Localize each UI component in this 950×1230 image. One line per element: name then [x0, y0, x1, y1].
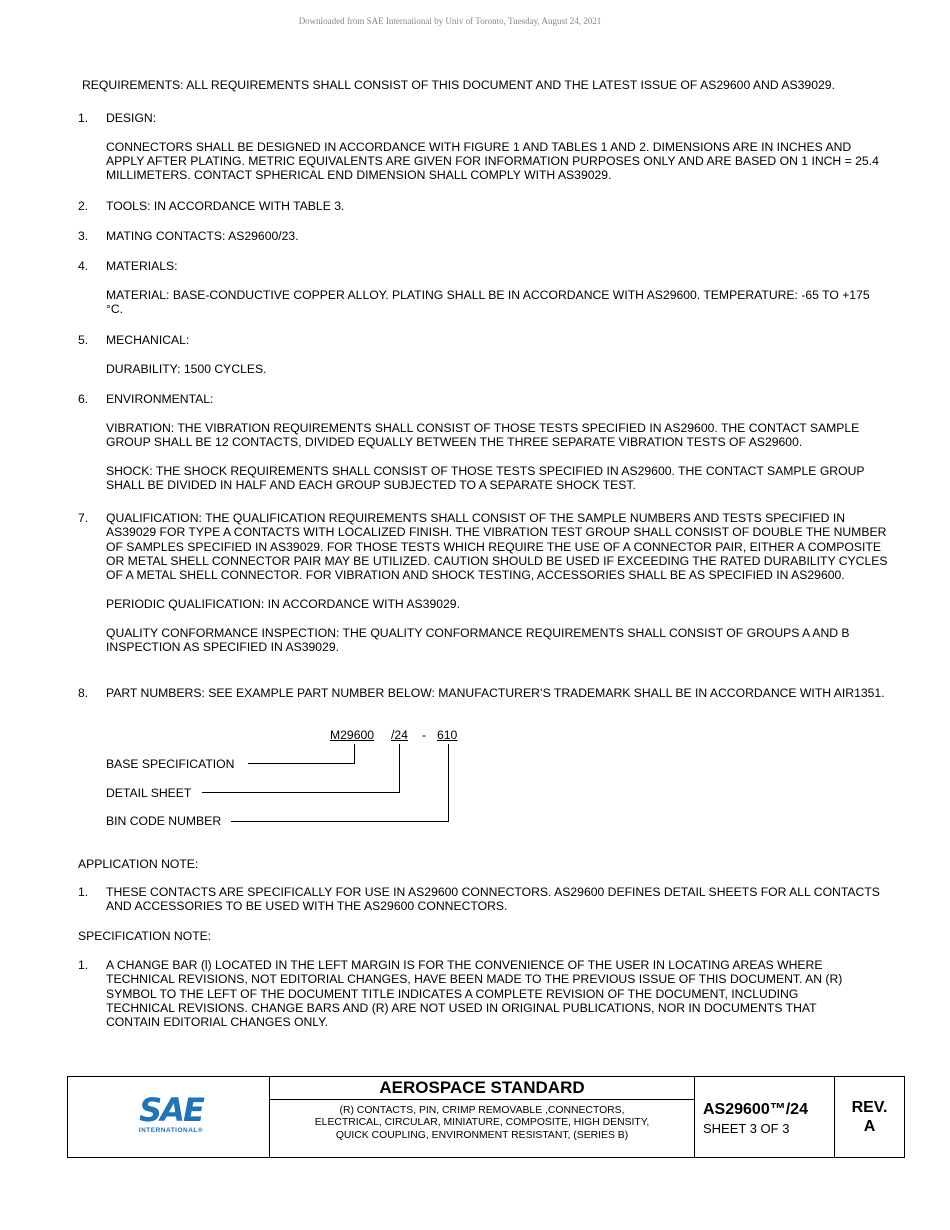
section-paragraph: CONNECTORS SHALL BE DESIGNED IN ACCORDANCE WITH FIGURE 1 AND TABLES 1 AND 2. DIMENSIONS ARE IN INCHES AND APPLY AFTER PLATING. METRIC EQUIVALENTS ARE GIVEN FOR INFORMATION PURPOSES ONLY AND ARE BASED ON 1 INCH = 25.4 MILLIMETERS. CONTACT SPHERICAL END DIMENSION SHALL COMPLY WITH AS39029. — [106, 139, 879, 183]
section-mating-contacts — [78, 229, 890, 243]
section-paragraph: SHOCK: THE SHOCK REQUIREMENTS SHALL CONSIST OF THOSE TESTS SPECIFIED IN AS29600. THE CONTACT SAMPLE GROUP SHALL BE DIVIDED IN HALF AND EACH GROUP SUBJECTED TO A SEPARATE SHOCK TEST. — [106, 464, 865, 493]
requirements-statement: REQUIREMENTS: ALL REQUIREMENTS SHALL CONSIST OF THIS DOCUMENT AND THE LATEST ISSUE OF AS29600 AND AS39029. — [82, 78, 835, 92]
sae-logo — [136, 1091, 206, 1134]
revision-value: A — [863, 1118, 876, 1135]
logo-cell — [68, 1077, 270, 1157]
section-number: 4. — [78, 259, 89, 273]
leader-line — [448, 744, 449, 822]
section-paragraph: QUALIFICATION: THE QUALIFICATION REQUIREMENTS SHALL CONSIST OF THE SAMPLE NUMBERS AND TESTS SPECIFIED IN AS39029 FOR TYPE A CONTACTS WITH LOCALIZED FINISH. THE VIBRATION TEST GROUP SHALL CONSIST OF DOUBLE THE NUMBER OF SAMPLES SPECIFIED IN AS39029. FOR THOSE TESTS WHICH REQUIRE THE USE OF A CONNECTOR PAIR, EITHER A COMPOSITE OR METAL SHELL CONNECTOR PAIR MAY BE UTILIZED. CAUTION SHOULD BE USED IF EXCEEDING THE RATED DURABILITY CYCLES OF A METAL SHELL CONNECTOR. FOR VIBRATION AND SHOCK TESTING, ACCESSORIES SHALL BE AS SPECIFIED IN AS29600. — [106, 511, 888, 583]
part-base-code: M29600 — [330, 728, 375, 742]
note-text: A CHANGE BAR (l) LOCATED IN THE LEFT MARGIN IS FOR THE CONVENIENCE OF THE USER IN LOCATING AREAS WHERE TECHNICAL REVISIONS, NOT EDITORIAL CHANGES, HAVE BEEN MADE TO THE PREVIOUS ISSUE OF THIS DOCUMENT. AN (R) SYMBOL TO THE LEFT OF THE DOCUMENT TITLE INDICATES A COMPLETE REVISION OF THE DOCUMENT, INCLUDING TECHNICAL REVISIONS. CHANGE BARS AND (R) ARE NOT USED IN ORIGINAL PUBLICATIONS, NOR IN DOCUMENTS THAT CONTAIN EDITORIAL CHANGES ONLY. — [106, 958, 843, 1030]
section-materials — [78, 259, 890, 316]
part-sheet-code: /24 — [391, 728, 408, 742]
section-paragraph: VIBRATION: THE VIBRATION REQUIREMENTS SHALL CONSIST OF THOSE TESTS SPECIFIED IN AS29600. THE CONTACT SAMPLE GROUP SHALL BE 12 CONTACTS, DIVIDED EQUALLY BETWEEN THE THREE SEPARATE VIBRATION TESTS OF AS29600. — [106, 420, 860, 450]
section-number: 7. — [78, 511, 89, 525]
section-mechanical — [78, 333, 890, 376]
section-number: 3. — [78, 229, 89, 243]
label-detail-sheet: DETAIL SHEET — [106, 786, 192, 800]
sheet-number: SHEET 3 OF 3 — [703, 1121, 790, 1136]
sae-logo-mark: SAE — [139, 1091, 203, 1129]
leader-line — [399, 744, 400, 793]
document-number: AS29600™/24 — [703, 1101, 808, 1118]
section-number: 6. — [78, 392, 89, 406]
specification-note-item — [78, 958, 868, 1029]
part-bin-code: 610 — [437, 728, 458, 742]
section-paragraph: MATING CONTACTS: AS29600/23. — [106, 229, 299, 243]
section-part-numbers — [78, 686, 890, 700]
document-description: (R) CONTACTS, PIN, CRIMP REMOVABLE ,CONNECTORS, ELECTRICAL, CIRCULAR, MINIATURE, COMPOSITE, HIGH DENSITY, QUICK COUPLING, ENVIRONMENT RESISTANT, (SERIES B) — [314, 1105, 650, 1141]
note-text: THESE CONTACTS ARE SPECIFICALLY FOR USE IN AS29600 CONNECTORS. AS29600 DEFINES DETAIL SHEETS FOR ALL CONTACTS AND ACCESSORIES TO BE USED WITH THE AS29600 CONNECTORS. — [106, 885, 880, 914]
section-environmental — [78, 392, 890, 493]
leader-line — [354, 744, 355, 764]
standard-title: AEROSPACE STANDARD — [270, 1077, 694, 1100]
section-paragraph: PERIODIC QUALIFICATION: IN ACCORDANCE WITH AS39029. — [106, 597, 460, 612]
section-paragraph: MATERIAL: BASE-CONDUCTIVE COPPER ALLOY. PLATING SHALL BE IN ACCORDANCE WITH AS29600. TEMPERATURE: -65 TO +175 °C. — [106, 287, 870, 317]
title-cell — [270, 1077, 695, 1157]
download-watermark: Downloaded from SAE International by Univ of Toronto, Tuesday, August 24, 2021 — [298, 16, 602, 26]
application-note-heading: APPLICATION NOTE: — [78, 857, 199, 871]
specification-note-heading: SPECIFICATION NOTE: — [78, 929, 212, 943]
label-bin-code-number: BIN CODE NUMBER — [106, 814, 222, 828]
title-block — [67, 1076, 905, 1158]
section-number: 8. — [78, 686, 89, 700]
leader-line — [248, 763, 355, 764]
section-paragraph: TOOLS: IN ACCORDANCE WITH TABLE 3. — [106, 199, 345, 213]
section-design — [78, 111, 890, 183]
note-number: 1. — [78, 885, 89, 899]
revision-cell — [835, 1077, 904, 1157]
label-base-specification: BASE SPECIFICATION — [106, 757, 235, 771]
revision-label: REV. — [851, 1099, 888, 1116]
section-paragraph: QUALITY CONFORMANCE INSPECTION: THE QUALITY CONFORMANCE REQUIREMENTS SHALL CONSIST OF GROUPS A AND B INSPECTION AS SPECIFIED IN AS39029. — [106, 625, 850, 655]
leader-line — [231, 821, 449, 822]
section-heading: DESIGN: — [106, 111, 157, 125]
section-paragraph: PART NUMBERS: SEE EXAMPLE PART NUMBER BELOW: MANUFACTURER’S TRADEMARK SHALL BE IN ACCORDANCE WITH AIR1351. — [106, 686, 885, 700]
document-number-cell — [695, 1077, 835, 1157]
section-heading: MECHANICAL: — [106, 333, 190, 347]
leader-line — [202, 792, 400, 793]
section-number: 5. — [78, 333, 89, 347]
section-number: 1. — [78, 111, 89, 125]
section-heading: ENVIRONMENTAL: — [106, 392, 214, 406]
application-note-item — [78, 885, 890, 914]
section-number: 2. — [78, 199, 89, 213]
section-heading: MATERIALS: — [106, 259, 178, 273]
section-qualification — [78, 511, 890, 655]
section-tools — [78, 199, 890, 213]
note-number: 1. — [78, 958, 89, 972]
part-dash: - — [422, 728, 427, 742]
sae-logo-subtitle: INTERNATIONAL® — [138, 1127, 204, 1134]
section-paragraph: DURABILITY: 1500 CYCLES. — [106, 361, 267, 376]
